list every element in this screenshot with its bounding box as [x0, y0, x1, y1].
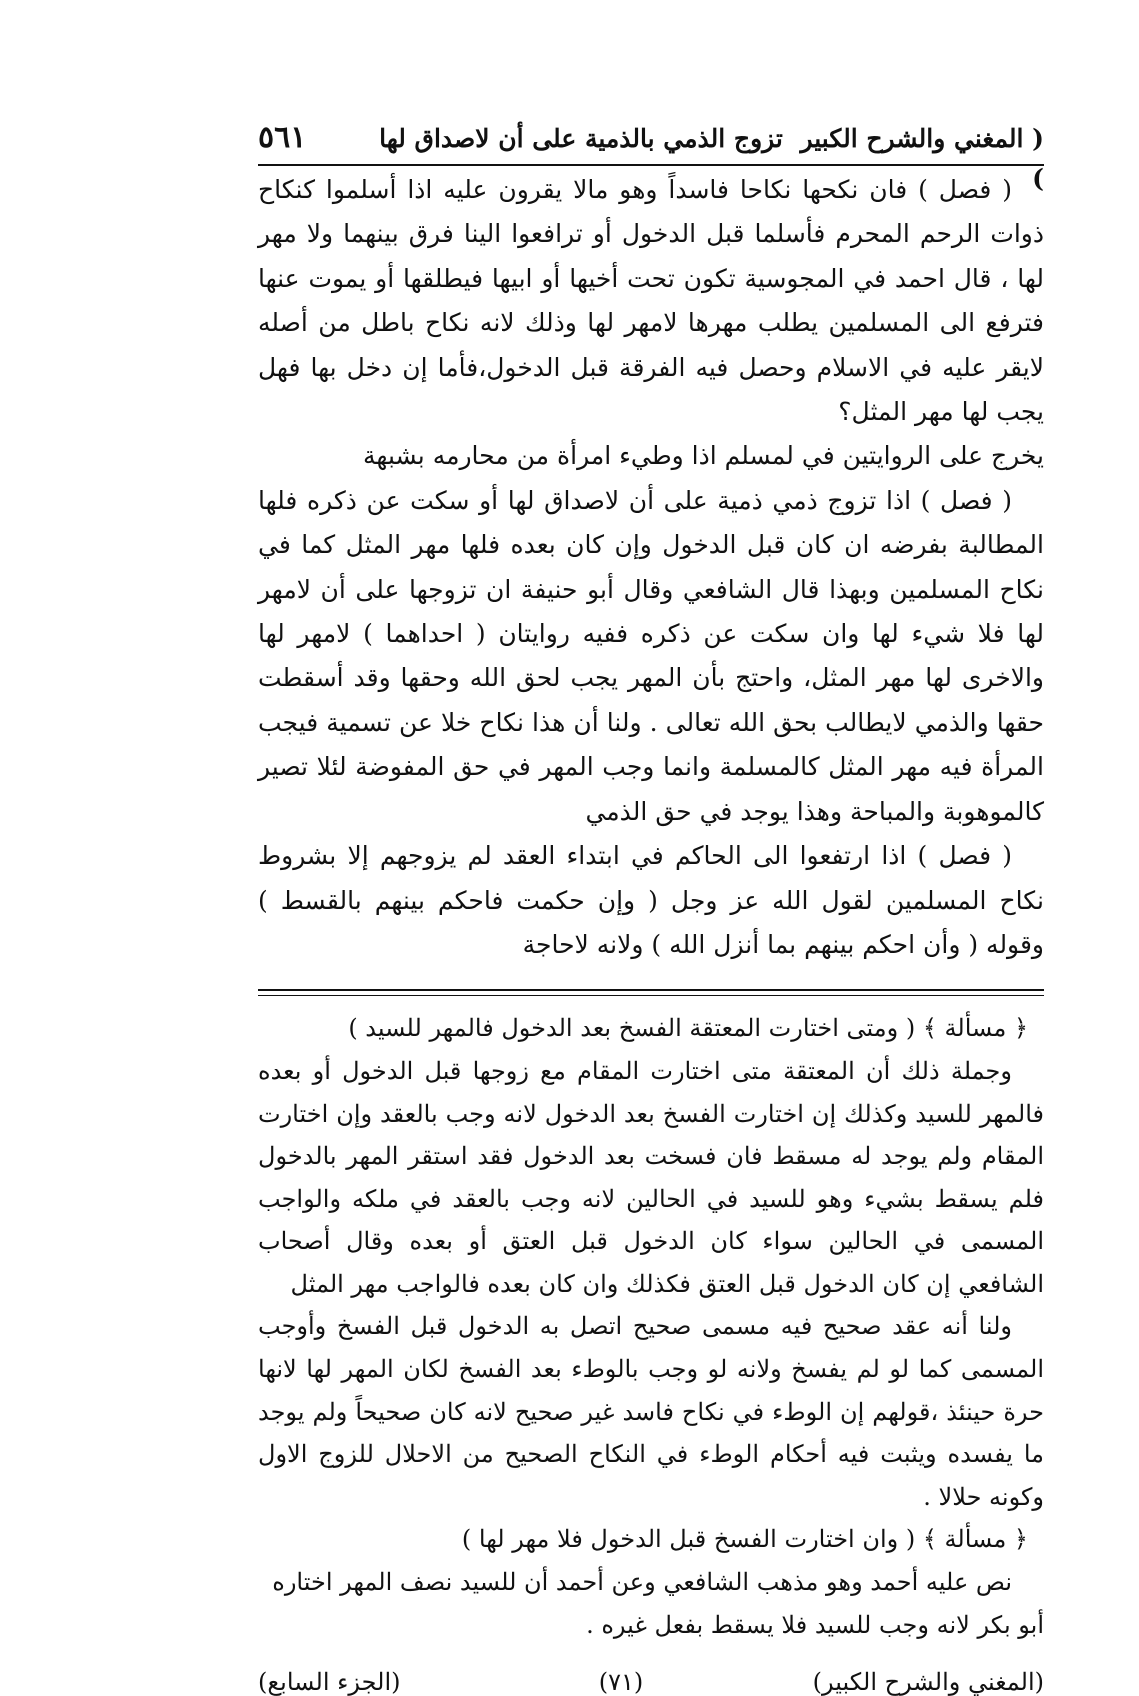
commentary-paragraph: نص عليه أحمد وهو مذهب الشافعي وعن أحمد أن للسيد نصف المهر اختاره أبو بكر لانه وجب للسيد فلا يسقط بفعل غيره .	[272, 1568, 1044, 1639]
running-book-title: ( المغني والشرح الكبير )	[800, 124, 1044, 193]
masala-heading: ﴿ مسألة ﴾ ( وان اختارت الفسخ قبل الدخول فلا مهر لها )	[461, 1525, 1028, 1554]
footer-book-title: (المغني والشرح الكبير)	[812, 1668, 1044, 1696]
commentary-paragraph: وجملة ذلك أن المعتقة متى اختارت المقام مع زوجها قبل الدخول أو بعده فالمهر للسيد وكذلك إن اختارت الفسخ بعد الدخول لانه وجب بالعقد وإن اختارت المقام ولم يوجد له مسقط فان فسخت بعد الدخول فقد استقر المهر بالدخول فلم يسقط بشيء وهو للسيد في الحالين لانه وجب بالعقد في ملكه والواجب المسمى في الحالين سواء كان الدخول قبل العتق أو بعده وقال أصحاب الشافعي إن كان الدخول قبل العتق فكذلك وان كان بعده فالواجب مهر المثل	[258, 1056, 1044, 1298]
main-paragraph: ( فصل ) اذا تزوج ذمي ذمية على أن لاصداق لها أو سكت عن ذكره فلها المطالبة بفرضه ان كان قبل الدخول وإن كان بعده فلها مهر المثل كما في نكاح المسلمين وبهذا قال الشافعي وقال أبو حنيفة ان تزوجها على أن لامهر لها فلا شيء لها وان سكت عن ذكره ففيه روايتان ( احداهما ) لامهر لها والاخرى لها مهر المثل، واحتج بأن المهر يجب لحق الله وحقها وقد أسقطت حقها والذمي لايطالب بحق الله تعالى . ولنا أن هذا نكاح خلا عن تسمية فيجب المرأة فيه مهر المثل كالمسلمة وانما وجب المهر في حق المفوضة لئلا تصير كالموهوبة والمباحة وهذا يوجد في حق الذمي	[258, 485, 1044, 826]
main-paragraph: ( فصل ) فان نكحها نكاحا فاسداً وهو مالا يقرون عليه اذا أسلموا كنكاح ذوات الرحم المحرم فأسلما قبل الدخول أو ترافعوا الينا فرق بينهما ولا مهر لها ، قال احمد في المجوسية تكون تحت أخيها أو ابيها فيطلقها أو يموت عنها فترفع الى المسلمين يطلب مهرها لامهر لها وذلك لانه نكاح باطل من أصله لايقر عليه في الاسلام وحصل فيه الفرقة قبل الدخول،فأما إن دخل بها فهل يجب لها مهر المثل؟	[258, 175, 1044, 427]
main-paragraph: يخرج على الروايتين في لمسلم اذا وطيء امرأة من محارمه بشبهة	[363, 441, 1044, 471]
separator-line	[258, 989, 1044, 991]
commentary-text	[258, 1007, 1044, 1646]
masala-heading: ﴿ مسألة ﴾ ( ومتى اختارت المعتقة الفسخ بعد الدخول فالمهر للسيد )	[348, 1014, 1028, 1043]
main-text	[258, 168, 1044, 967]
separator-line	[258, 995, 1044, 996]
page-number: ٥٦١	[258, 120, 307, 155]
footer-sheet-number: (٧١)	[598, 1668, 644, 1696]
running-chapter-title: تزوج الذمي بالذمية على أن لاصداق لها	[379, 124, 783, 153]
main-paragraph: ( فصل ) اذا ارتفعوا الى الحاكم في ابتداء العقد لم يزوجهم إلا بشروط نكاح المسلمين لقول الله عز وجل ( وإن حكمت فاحكم بينهم بالقسط ) وقوله ( وأن احكم بينهم بما أنزل الله ) ولانه لاحاجة	[258, 841, 1044, 959]
section-separator	[258, 981, 1044, 1007]
page-footer	[258, 1668, 1044, 1696]
page-header	[258, 118, 1044, 193]
commentary-paragraph: ولنا أنه عقد صحيح فيه مسمى صحيح اتصل به الدخول قبل الفسخ وأوجب المسمى كما لو لم يفسخ ولانه لو وجب بالوطء بعد الفسخ لكان المهر لها لانها حرة حينئذ ،قولهم إن الوطء في نكاح فاسد غير صحيح لانه كان صحيحاً ولم يوجد ما يفسده ويثبت فيه أحكام الوطء في النكاح الصحيح من الاحلال للزوج الاول وكونه حلالا .	[258, 1312, 1044, 1511]
footer-volume: (الجزء السابع)	[258, 1668, 401, 1696]
